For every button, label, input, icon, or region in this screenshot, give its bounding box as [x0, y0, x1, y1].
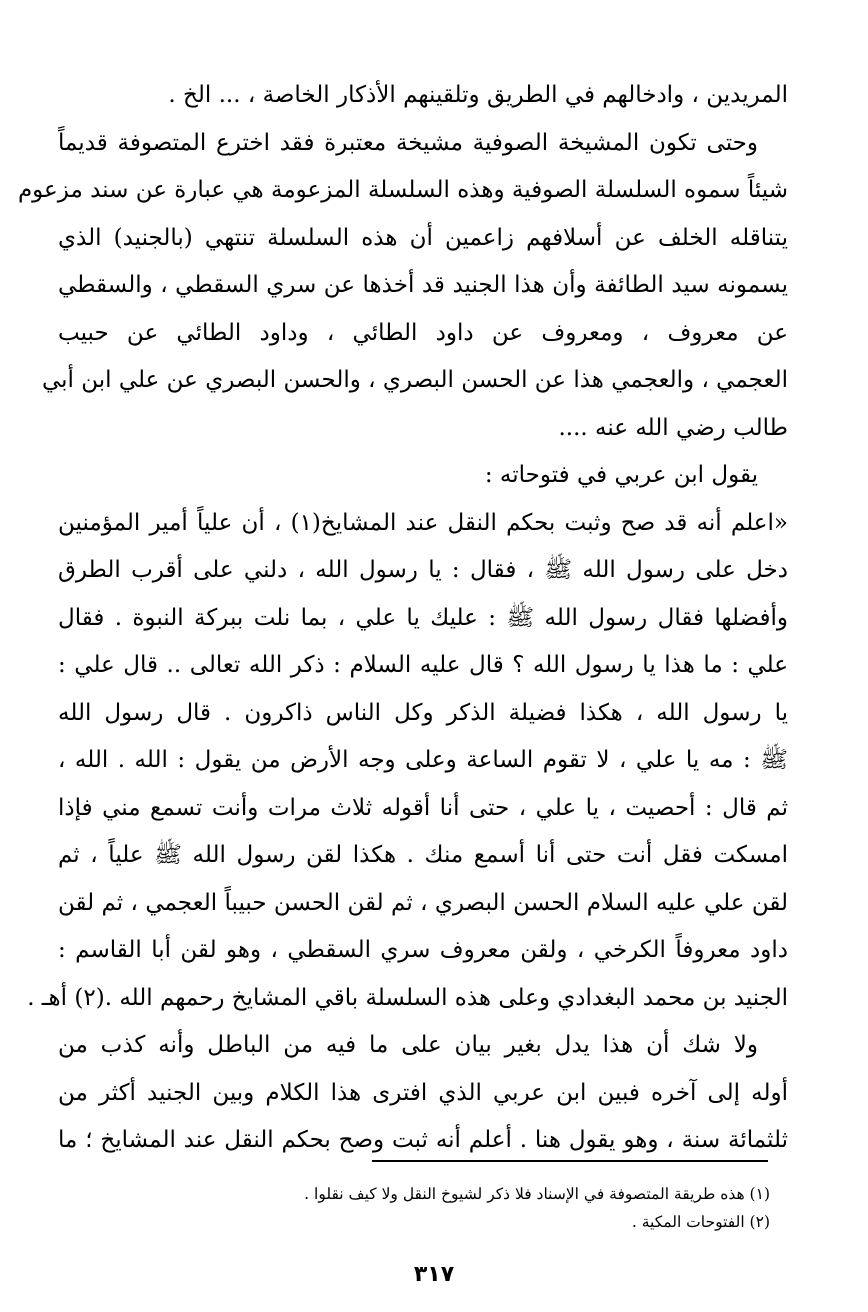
text-line: شيئاً سموه السلسلة الصوفية وهذه السلسلة المزعومة هي عبارة عن سند مزعوم — [17, 177, 788, 203]
text-line: يا رسول الله ، هكذا فضيلة الذكر وكل الناس ذاكرون . قال رسول الله — [58, 699, 788, 726]
footnote-1: (١) هذه طريقة المتصوفة في الإسناد فلا ذكر لشيوخ النقل ولا كيف نقلوا . — [304, 1185, 770, 1203]
text-line: أوله إلى آخره فبين ابن عربي الذي افترى هذا الكلام وبين الجنيد أكثر من — [58, 1079, 788, 1106]
text-line: وحتى تكون المشيخة الصوفية مشيخة معتبرة فقد اخترع المتصوفة قديماً — [58, 129, 758, 156]
text-line: الجنيد بن محمد البغدادي وعلى هذه السلسلة باقي المشايخ رحمهم الله .(٢) أهـ . — [27, 984, 788, 1011]
text-line: العجمي ، والعجمي هذا عن الحسن البصري ، والحسن البصري عن علي ابن أبي — [41, 367, 788, 393]
text-line: ولا شك أن هذا يدل بغير بيان على ما فيه من الباطل وأنه كذب من — [58, 1032, 758, 1058]
text-line: لقن علي عليه السلام الحسن البصري ، ثم لقن الحسن حبيباً العجمي ، ثم لقن — [58, 889, 788, 916]
text-line: علي : ما هذا يا رسول الله ؟ قال عليه السلام : ذكر الله تعالى .. قال علي : — [58, 652, 788, 678]
text-line: عن معروف ، ومعروف عن داود الطائي ، وداود الطائي عن حبيب — [58, 319, 788, 346]
footnote-2: (٢) الفتوحات المكية . — [631, 1213, 770, 1231]
text-line: يقول ابن عربي في فتوحاته : — [484, 462, 758, 488]
text-line: دخل على رسول الله ﷺ ، فقال : يا رسول الله ، دلني على أقرب الطرق — [58, 557, 788, 583]
text-line: «اعلم أنه قد صح وثبت بحكم النقل عند المشايخ(١) ، أن علياً أمير المؤمنين — [58, 509, 788, 536]
text-line: ثلثمائة سنة ، وهو يقول هنا . أعلم أنه ثبت وصح بحكم النقل عند المشايخ ؛ ما — [58, 1127, 788, 1153]
text-line: يتناقله الخلف عن أسلافهم زاعمين أن هذه السلسلة تنتهي (بالجنيد) الذي — [58, 224, 788, 251]
text-line: ﷺ : مه يا علي ، لا تقوم الساعة وعلى وجه الأرض من يقول : الله . الله ، — [58, 747, 788, 773]
footnotes — [58, 1180, 770, 1236]
text-line: امسكت فقل أنت حتى أنا أسمع منك . هكذا لقن رسول الله ﷺ علياً ، ثم — [58, 842, 788, 868]
page-number: ٣١٧ — [413, 1262, 455, 1287]
text-line: داود معروفاً الكرخي ، ولقن معروف سري السقطي ، وهو لقن أبا القاسم : — [58, 937, 788, 963]
text-line: طالب رضي الله عنه .... — [558, 414, 788, 441]
text-line: ثم قال : أحصيت ، يا علي ، حتى أنا أقوله ثلاث مرات وأنت تسمع مني فإذا — [58, 794, 788, 821]
text-line: يسمونه سيد الطائفة وأن هذا الجنيد قد أخذها عن سري السقطي ، والسقطي — [58, 272, 788, 298]
text-line: وأفضلها فقال رسول الله ﷺ : عليك يا علي ، بما نلت ببركة النبوة . فقال — [58, 604, 788, 631]
footnote-divider — [372, 1160, 768, 1162]
text-line: المريدين ، وادخالهم في الطريق وتلقينهم الأذكار الخاصة ، ... الخ . — [168, 82, 788, 108]
body-text — [17, 72, 788, 1165]
